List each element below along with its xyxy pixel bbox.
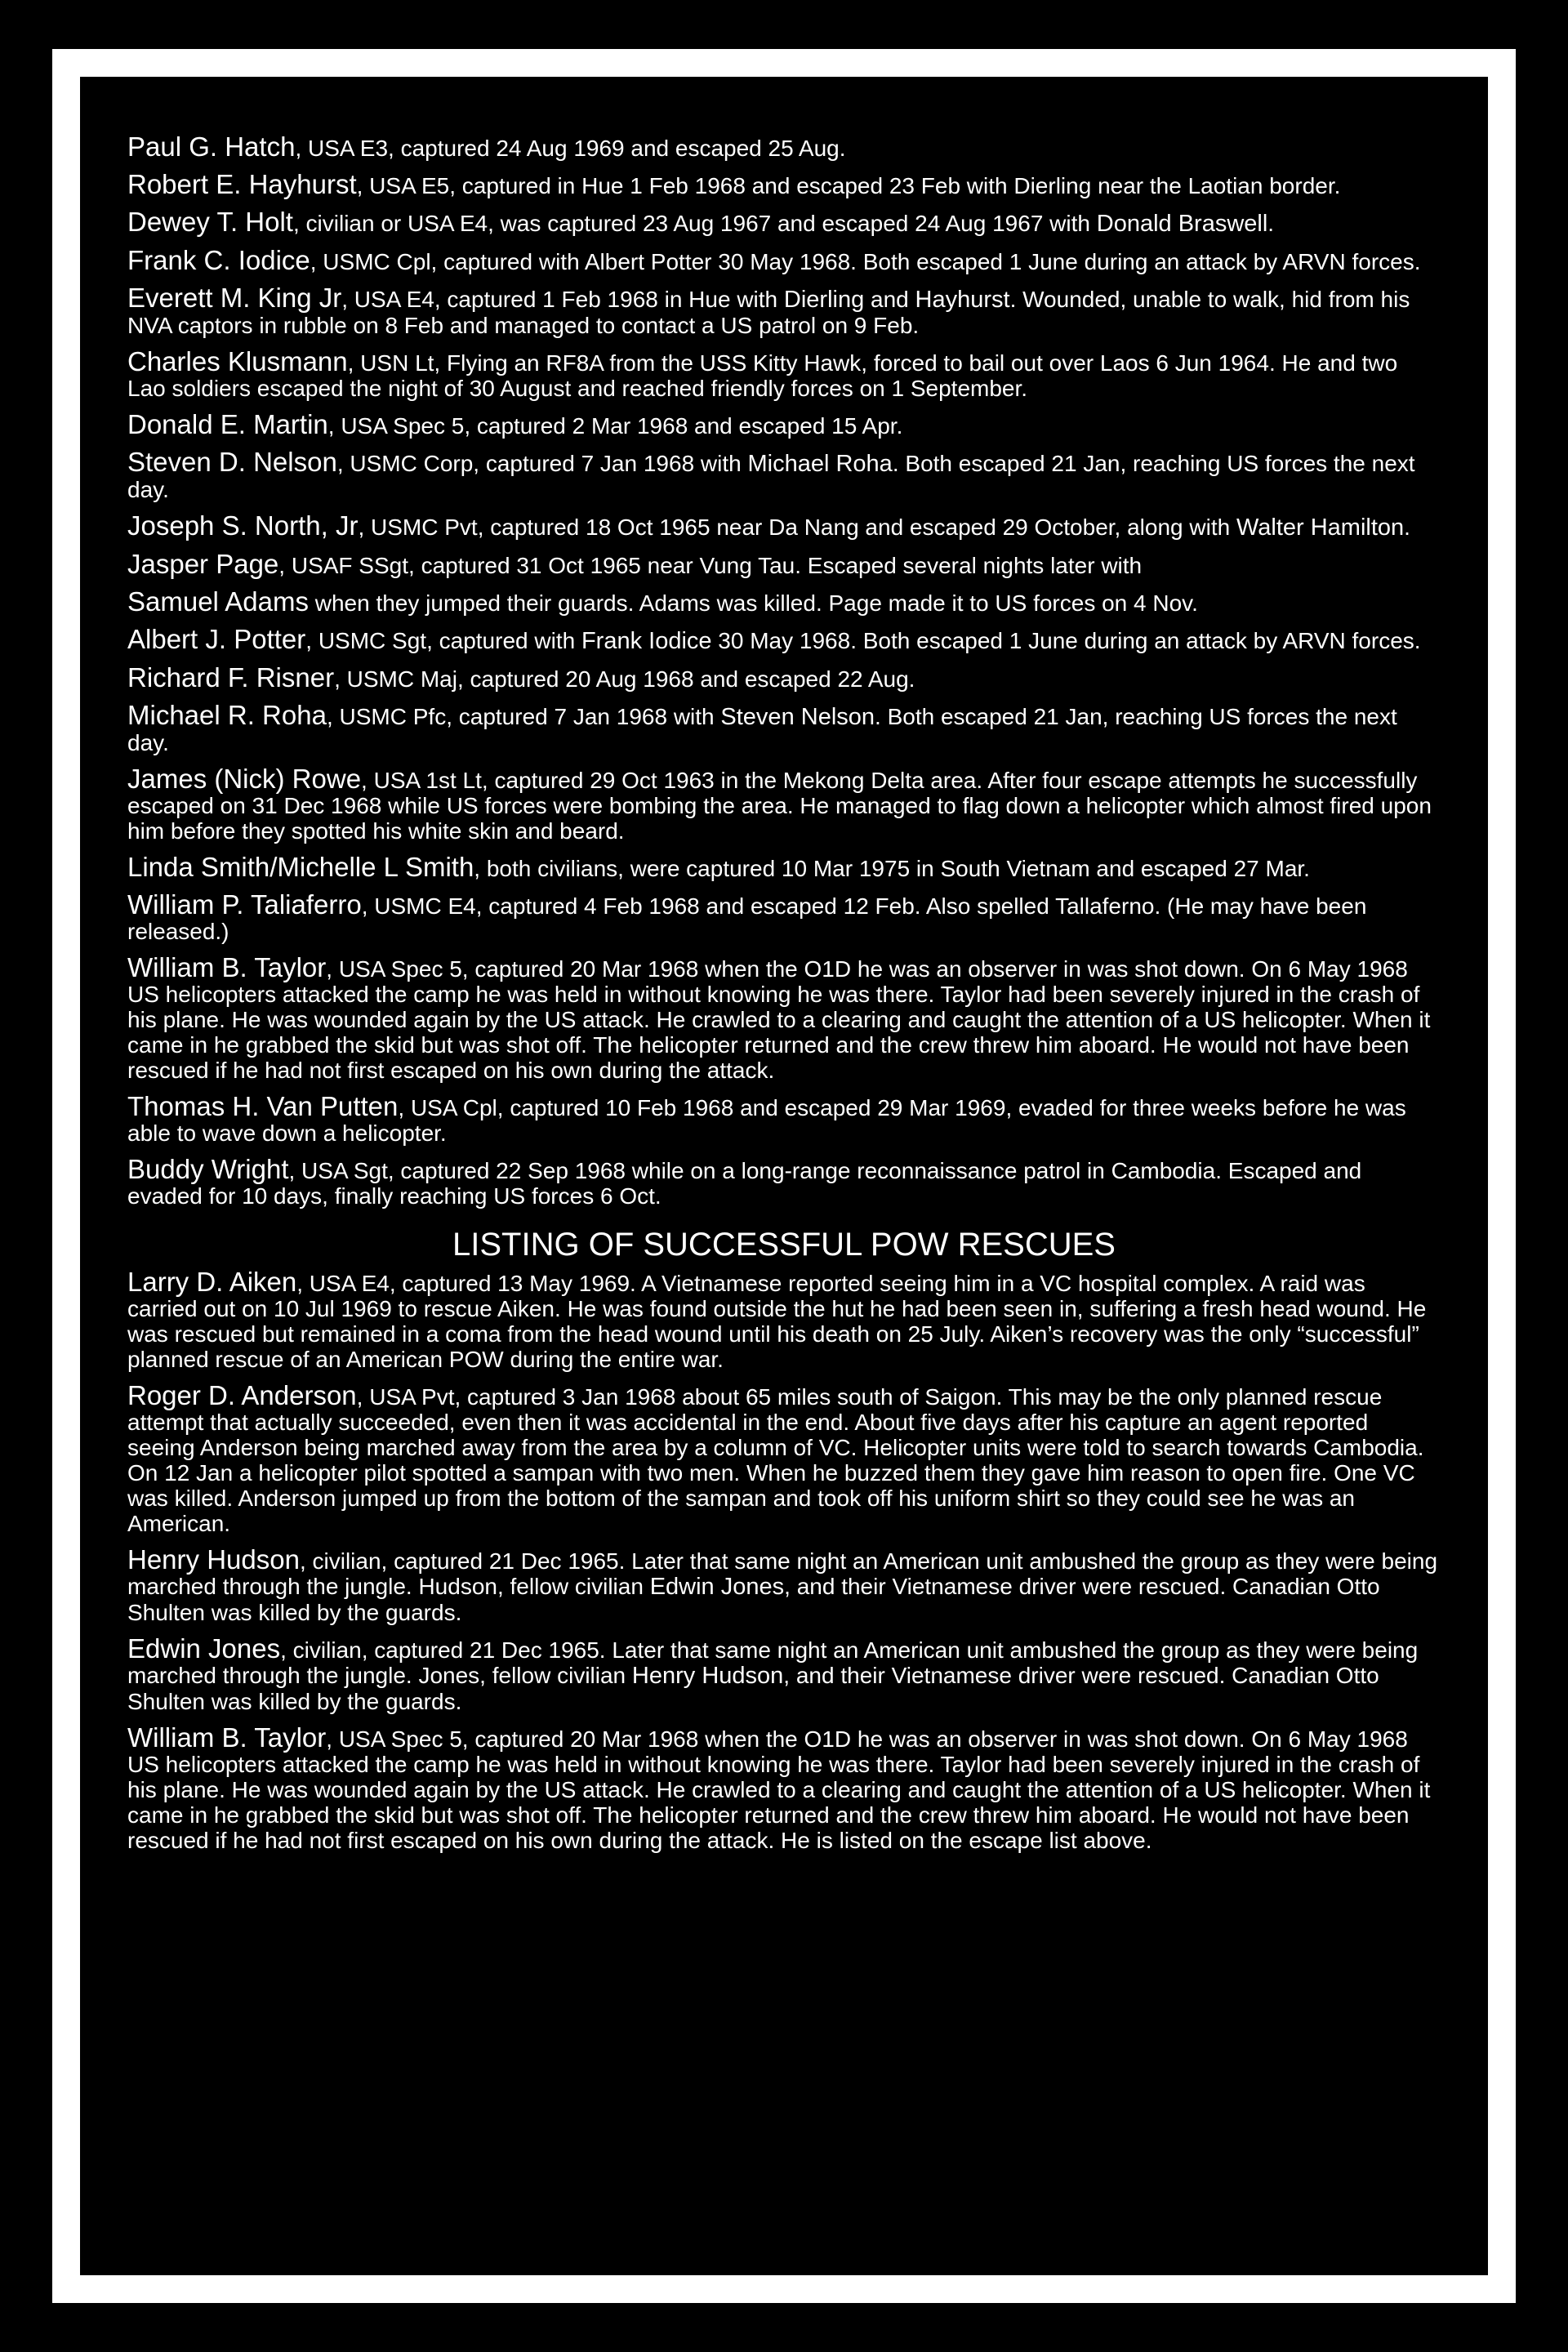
entry-text: , USMC Sgt, captured with [305,628,581,653]
entry-text: , USAF SSgt, captured 31 Oct 1965 near Vung Tau. Escaped several nights later with [278,553,1143,578]
referenced-name: Hayhurst [915,287,1010,313]
person-name: Joseph S. North, Jr [127,510,359,541]
person-name: Robert E. Hayhurst [127,169,357,199]
escape-entry [127,449,1441,502]
escape-entry [127,1156,1441,1209]
referenced-name: Donald Braswell [1096,211,1268,237]
person-name: William B. Taylor [127,952,327,982]
escape-entry [127,702,1441,755]
rescue-entry [127,1544,1441,1625]
escape-entry [127,551,1441,578]
referenced-name: Henry Hudson [631,1663,784,1689]
escape-entry [127,409,1441,439]
referenced-name: Steven Nelson [720,704,875,730]
person-name: Albert J. Potter [127,624,306,654]
entry-text: , and their Vietnamese driver were rescued. Canadian Otto Shulten was killed by the guards. [127,1663,1379,1714]
entry-text: , civilian, captured 21 Dec 1965. Later that same night an American unit ambushed the group as they were being marched through the jungle. Hudson, fellow civilian [127,1548,1438,1599]
entry-text: , USMC Maj, captured 20 Aug 1968 and escaped 22 Aug. [334,666,915,692]
entry-text: , USMC Corp, captured 7 Jan 1968 with [336,451,748,476]
person-name: Everett M. King Jr [127,283,342,313]
entry-text: , USA E5, captured in Hue 1 Feb 1968 and escaped 23 Feb with Dierling near the Laotian border. [356,173,1341,198]
escape-entry [127,247,1441,274]
escape-list [127,131,1441,1209]
referenced-name: Edwin Jones [649,1574,785,1600]
entry-text: , USA Spec 5, captured 20 Mar 1968 when the O1D he was an observer in was shot down. On 6 May 1968 US helicopters attacked the camp he was held in without knowing he was there. Taylor had been severely injured in the crash of his plane. He was wounded again by the US attack. He crawled to a clearing and caught the attention of a US helicopter. When it came in he grabbed the skid but was shot off. The helicopter returned and the crew threw him aboard. He would not have been rescued if he had not first escaped on his own during the attack. He is listed on the escape list above. [127,1726,1431,1853]
entry-text: , USMC E4, captured 4 Feb 1968 and escaped 12 Feb. Also spelled Tallaferno. (He may have been released.) [127,893,1367,944]
rescue-list [127,1269,1441,1853]
rescue-entry [127,1633,1441,1714]
referenced-name: Frank Iodice [581,628,712,654]
entry-text: , civilian or USA E4, was captured 23 Aug 1967 and escaped 24 Aug 1967 with [292,211,1097,236]
entry-text: , USA Sgt, captured 22 Sep 1968 while on a long-range reconnaissance patrol in Cambodia. Escaped and evaded for 10 days, finally reaching US forces 6 Oct. [127,1158,1362,1209]
person-name: Roger D. Anderson [127,1380,357,1410]
rescue-entry [127,1722,1441,1853]
person-name: Larry D. Aiken [127,1267,297,1297]
escape-entry [127,889,1441,944]
entry-text: when they jumped their guards. Adams was killed. Page made it to US forces on 4 Nov. [308,590,1198,616]
escape-entry [127,1091,1441,1146]
entry-text: 30 May 1968. Both escaped 1 June during an attack by ARVN forces. [711,628,1421,653]
person-name: Steven D. Nelson [127,447,337,477]
referenced-name: Dierling [783,287,865,313]
entry-text: , USA 1st Lt, captured 29 Oct 1963 in the Mekong Delta area. After four escape attempts he successfully escaped on 31 Dec 1968 while US forces were bombing the area. He managed to flag down a helicopter which almost fired upon him before they spotted his white skin and beard. [127,768,1432,844]
person-name: William P. Taliaferro [127,889,362,920]
person-name: James (Nick) Rowe [127,764,362,794]
escape-entry [127,854,1441,881]
escape-entry [127,766,1441,844]
escape-entry [127,346,1441,401]
entry-text: , USA E3, captured 24 Aug 1969 and escaped 25 Aug. [295,136,846,161]
entry-text: , USA Spec 5, captured 2 Mar 1968 and escaped 15 Apr. [327,413,903,439]
person-name: Henry Hudson [127,1544,300,1575]
entry-text: . Both escaped 21 Jan, reaching US forces the next day. [127,704,1397,755]
escape-entry [127,285,1441,338]
escape-entry [127,952,1441,1083]
entry-text: , USMC Pvt, captured 18 Oct 1965 near Da Nang and escaped 29 October, along with [358,514,1236,540]
entry-text: , USA Pvt, captured 3 Jan 1968 about 65 miles south of Saigon. This may be the only planned rescue attempt that actually succeeded, even then it was accidental in the end. About five days after his capture an agent reported seeing Anderson being marched away from the area by a column of VC. Helicopter units were told to search towards Cambodia. On 12 Jan a helicopter pilot spotted a sampan with two men. When he buzzed them they gave him reason to open fire. One VC was killed. Anderson jumped up from the bottom of the sampan and took off his uniform shirt so they could see he was an American. [127,1384,1424,1536]
person-name: Donald E. Martin [127,409,328,439]
entry-text: . [1404,514,1410,540]
rescue-entry [127,1380,1441,1536]
person-name: Richard F. Risner [127,662,335,693]
escape-entry [127,169,1441,199]
entry-text: , USMC Pfc, captured 7 Jan 1968 with [326,704,721,729]
person-name: Jasper Page [127,549,279,579]
person-name: Charles Klusmann [127,346,348,376]
person-name: Michael R. Roha [127,700,327,730]
entry-text: , USN Lt, Flying an RF8A from the USS Kitty Hawk, forced to bail out over Laos 6 Jun 1964. He and two Lao soldiers escaped the night of 30 August and reached friendly forces on 1 September. [127,350,1398,401]
entry-text: , USA Cpl, captured 10 Feb 1968 and escaped 29 Mar 1969, evaded for three weeks before he was able to wave down a helicopter. [127,1095,1406,1146]
poster-panel [52,49,1516,2303]
person-name: Samuel Adams [127,586,309,617]
escape-entry [127,209,1441,237]
escape-entry [127,626,1441,654]
entry-text: . [1267,211,1275,236]
rescue-entry [127,1269,1441,1372]
entry-text: , both civilians, were captured 10 Mar 1975 in South Vietnam and escaped 27 Mar. [474,856,1310,881]
entry-text: and [864,287,915,312]
person-name: William B. Taylor [127,1722,327,1753]
entry-text: . Both escaped 21 Jan, reaching US forces the next day. [127,451,1415,502]
person-name: Thomas H. Van Putten [127,1091,399,1121]
escape-entry [127,662,1441,693]
entry-text: , and their Vietnamese driver were rescued. Canadian Otto Shulten was killed by the guards. [127,1574,1380,1625]
escape-entry [127,586,1441,617]
escape-entry [127,510,1441,541]
referenced-name: Walter Hamilton [1236,514,1405,541]
person-name: Dewey T. Holt [127,207,293,237]
entry-text: , USMC Cpl, captured with Albert Potter 30 May 1968. Both escaped 1 June during an attack by ARVN forces. [310,249,1421,274]
entry-text: , USA E4, captured 13 May 1969. A Vietnamese reported seeing him in a VC hospital complex. A raid was carried out on 10 Jul 1969 to rescue Aiken. He was found outside the hut he had been seen in, suffering a fresh head wound. He was rescued but remained in a coma from the head wound until his death on 25 July. Aiken’s recovery was the only “successful” planned rescue of an American POW during the entire war. [127,1271,1427,1372]
person-name: Linda Smith/Michelle L Smith [127,852,474,882]
referenced-name: Michael Roha [747,451,893,477]
rescues-heading: LISTING OF SUCCESSFUL POW RESCUES [452,1227,1116,1263]
person-name: Paul G. Hatch [127,131,296,162]
person-name: Frank C. Iodice [127,245,310,275]
escape-entry [127,131,1441,162]
person-name: Buddy Wright [127,1154,289,1184]
person-name: Edwin Jones [127,1633,281,1664]
entry-text: , civilian, captured 21 Dec 1965. Later that same night an American unit ambushed the group as they were being marched through the jungle. Jones, fellow civilian [127,1637,1419,1688]
entry-text: , USA E4, captured 1 Feb 1968 in Hue with [341,287,784,312]
entry-text: . Wounded, unable to walk, hid from his NVA captors in rubble on 8 Feb and managed to contact a US patrol on 9 Feb. [127,287,1410,338]
entry-text: , USA Spec 5, captured 20 Mar 1968 when the O1D he was an observer in was shot down. On 6 May 1968 US helicopters attacked the camp he was held in without knowing he was there. Taylor had been severely injured in the crash of his plane. He was wounded again by the US attack. He crawled to a clearing and caught the attention of a US helicopter. When it came in he grabbed the skid but was shot off. The helicopter returned and the crew threw him aboard. He would not have been rescued if he had not first escaped on his own during the attack. [127,956,1431,1083]
